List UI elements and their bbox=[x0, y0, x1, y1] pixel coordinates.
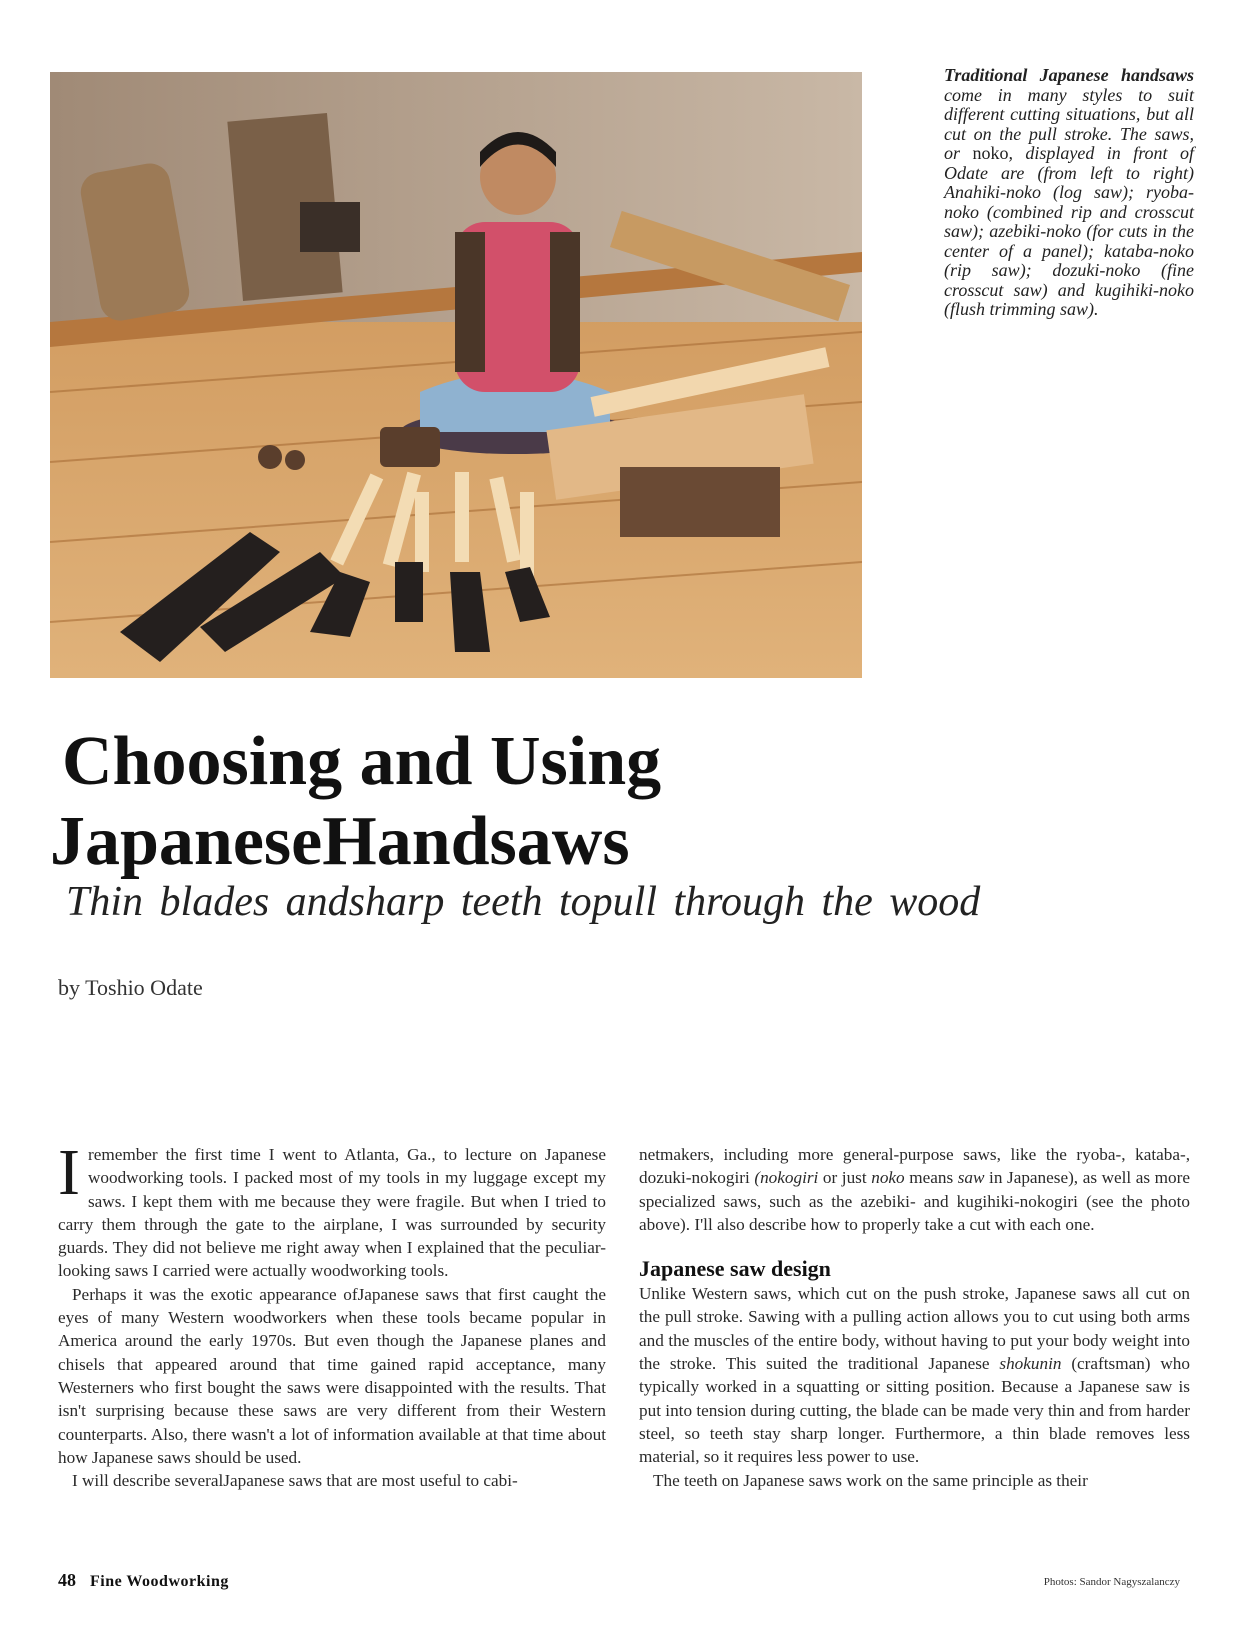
p5-b: (craftsman) who typically worked in a squatting or sitting position. Because a Japanese saw is put into tension during cutting, the blade can be made very thin and from harder steel, so teeth stay sharp longer. Furthermore, a thin blade removes less material, so it requires less power to use. bbox=[639, 1354, 1190, 1467]
article-column-right bbox=[639, 1143, 1190, 1492]
byline: by Toshio Odate bbox=[58, 975, 203, 1000]
title-line-1: Choosing and Using bbox=[62, 723, 662, 800]
page-footer bbox=[58, 1570, 229, 1591]
paragraph-4 bbox=[639, 1143, 1190, 1236]
article-photo bbox=[50, 72, 862, 678]
photo-illustration bbox=[50, 72, 862, 678]
article-subtitle: Thin blades andsharp teeth topull through the wood bbox=[66, 879, 981, 925]
p4-e: means bbox=[904, 1168, 958, 1188]
caption-text-2: , displayed in front of Odate are (from left to right) Anahiki-noko (log saw); ryoba-noko (combined rip and crosscut saw); azebiki-noko (for cuts in the center of a panel); kataba-noko (rip saw); dozuki-noko (fine crosscut saw) and kugihiki-noko (flush trimming saw). bbox=[944, 143, 1194, 319]
paragraph-2: Perhaps it was the exotic appearance ofJapanese saws that first caught the eyes of many Western woodworkers when these tools became popular in America around the early 1970s. But even though the Japanese planes and chisels that appeared around that time gained rapid acceptance, many Westerners who first bought the saws were disappointed with the results. That isn't surprising because these saws are very different from their Western counterparts. Also, there wasn't a lot of information available at that time about how Japanese saws should be used. bbox=[58, 1284, 606, 1467]
caption-text-1: come in many styles to suit different cutting situations, but all cut on the pull stroke. The saws, or bbox=[944, 84, 1194, 163]
paragraph-3: I will describe severalJapanese saws that are most useful to cabi- bbox=[72, 1471, 518, 1491]
p4-a: netmakers, including more general-purpose saws, like the ryoba-, kataba-, dozuki-nokogiri bbox=[639, 1145, 1190, 1188]
paragraph-1-text: remember the first time I went to Atlanta, Ga., to lecture on Japanese woodworking tools. I packed most of my tools in my luggage except my saws. I kept them with me because they were fragile. But when I tried to carry them through the gate to the airplane, I was surrounded by security guards. They did not believe me right away when I explained that the peculiar-looking saws I carried were actually woodworking tools. bbox=[58, 1145, 606, 1281]
photo-credit: Photos: Sandor Nagyszalanczy bbox=[1043, 1576, 1180, 1588]
title-line-2: JapaneseHandsaws bbox=[50, 803, 630, 880]
p5-em: shokunin bbox=[999, 1354, 1062, 1374]
p4-b: (nokogiri bbox=[754, 1168, 819, 1188]
paragraph-5 bbox=[639, 1282, 1190, 1468]
paragraph-1 bbox=[58, 1136, 606, 1283]
paragraph-6: The teeth on Japanese saws work on the same principle as their bbox=[653, 1470, 1088, 1490]
section-heading: Japanese saw design bbox=[639, 1256, 831, 1282]
photo-caption bbox=[944, 66, 1194, 320]
p4-d: noko bbox=[871, 1168, 905, 1188]
p4-g: in Japanese), as well as more specialized saws, such as the azebiki- and kugihiki-nokogiri (see the photo above). I'll also describe how to properly take a cut with each one. bbox=[639, 1168, 1190, 1234]
article-column-left bbox=[58, 1136, 606, 1492]
caption-lead: Traditional Japanese handsaws bbox=[944, 65, 1194, 85]
magazine-name: Fine Woodworking bbox=[90, 1573, 229, 1590]
p5-a: Unlike Western saws, which cut on the push stroke, Japanese saws all cut on the pull stroke. Sawing with a pulling action allows you to cut using both arms and the muscles of the entire body, without having to put your body weight into the stroke. This suited the traditional Japanese bbox=[639, 1284, 1190, 1374]
p4-c: or just bbox=[818, 1168, 872, 1188]
page-number: 48 bbox=[58, 1570, 76, 1590]
article-title bbox=[50, 722, 950, 882]
drop-cap: I bbox=[58, 1136, 80, 1209]
p4-f: saw bbox=[957, 1168, 985, 1188]
caption-noko: noko bbox=[972, 143, 1009, 163]
